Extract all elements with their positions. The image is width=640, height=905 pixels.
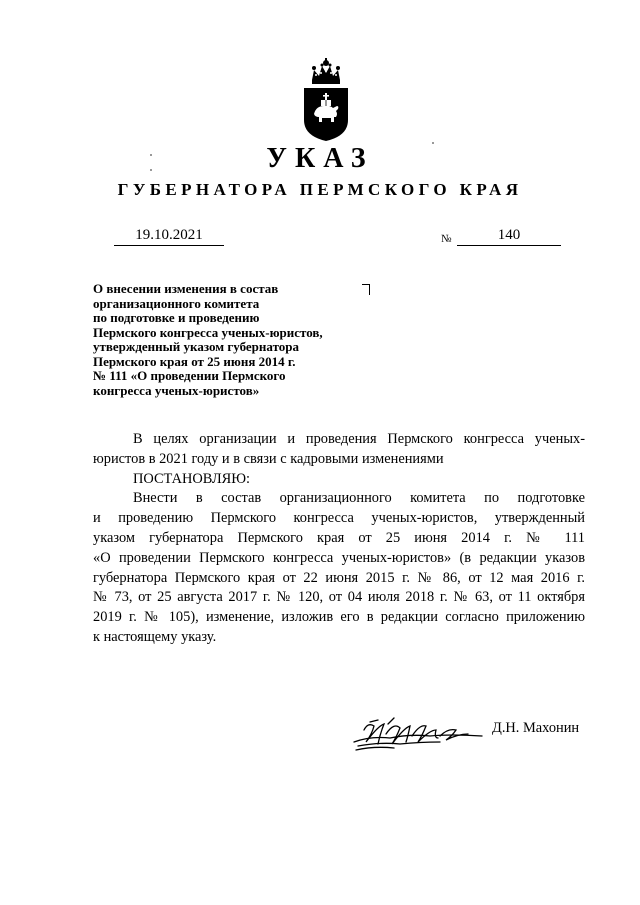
body-line: и проведению Пермского конгресса ученых-юристов, утвержденный	[93, 510, 585, 527]
body-line: № 73, от 25 августа 2017 г. № 120, от 04 июля 2018 г. № 63, от 11 октября	[93, 589, 585, 606]
body-line: В целях организации и проведения Пермского конгресса ученых-	[133, 431, 585, 447]
document-number: 140	[457, 227, 561, 246]
subject-line: утвержденный указом губернатора	[93, 339, 300, 354]
subject-line: организационного комитета	[93, 295, 260, 311]
decree-body	[93, 430, 585, 648]
body-line-resolve: ПОСТАНОВЛЯЮ:	[133, 470, 251, 487]
number-sign: №	[441, 233, 452, 245]
coat-of-arms-icon	[300, 56, 352, 142]
subject-line: № 111 «О проведении Пермского	[93, 368, 286, 383]
body-line: юристов в 2021 году и в связи с кадровыми изменениями	[93, 450, 444, 467]
body-line: Внести в состав организационного комитета по подготовке	[133, 490, 585, 507]
document-subtitle: ГУБЕРНАТОРА ПЕРМСКОГО КРАЯ	[117, 180, 523, 199]
body-line: 2019 г. № 105), изменение, изложив его в редакции согласно приложению	[93, 609, 585, 626]
subject-line: Пермского конгресса ученых-юристов,	[93, 324, 323, 340]
subject-line: по подготовке и проведению	[93, 310, 260, 325]
handwritten-signature-icon	[350, 712, 490, 754]
subject-line: О внесении изменения в состав	[93, 281, 279, 296]
body-line: «О проведении Пермского конгресса ученых-юристов» (в редакции указов	[93, 549, 585, 566]
decree-subject	[93, 282, 393, 398]
body-line: указом губернатора Пермского края от 25 июня 2014 г. № 111	[93, 529, 585, 546]
document-date: 19.10.2021	[114, 227, 224, 246]
scan-speck	[150, 154, 152, 156]
subject-line: Пермского края от 25 июня 2014 г.	[93, 353, 296, 369]
signer-name: Д.Н. Махонин	[492, 720, 580, 736]
body-line: губернатора Пермского края от 22 июня 2015 г. № 86, от 12 мая 2016 г.	[93, 569, 585, 586]
scan-speck	[150, 169, 152, 171]
body-line: к настоящему указу.	[93, 628, 217, 645]
scan-speck	[432, 142, 434, 144]
document-title: УКАЗ	[266, 143, 374, 174]
subject-line: конгресса ученых-юристов»	[93, 382, 260, 398]
